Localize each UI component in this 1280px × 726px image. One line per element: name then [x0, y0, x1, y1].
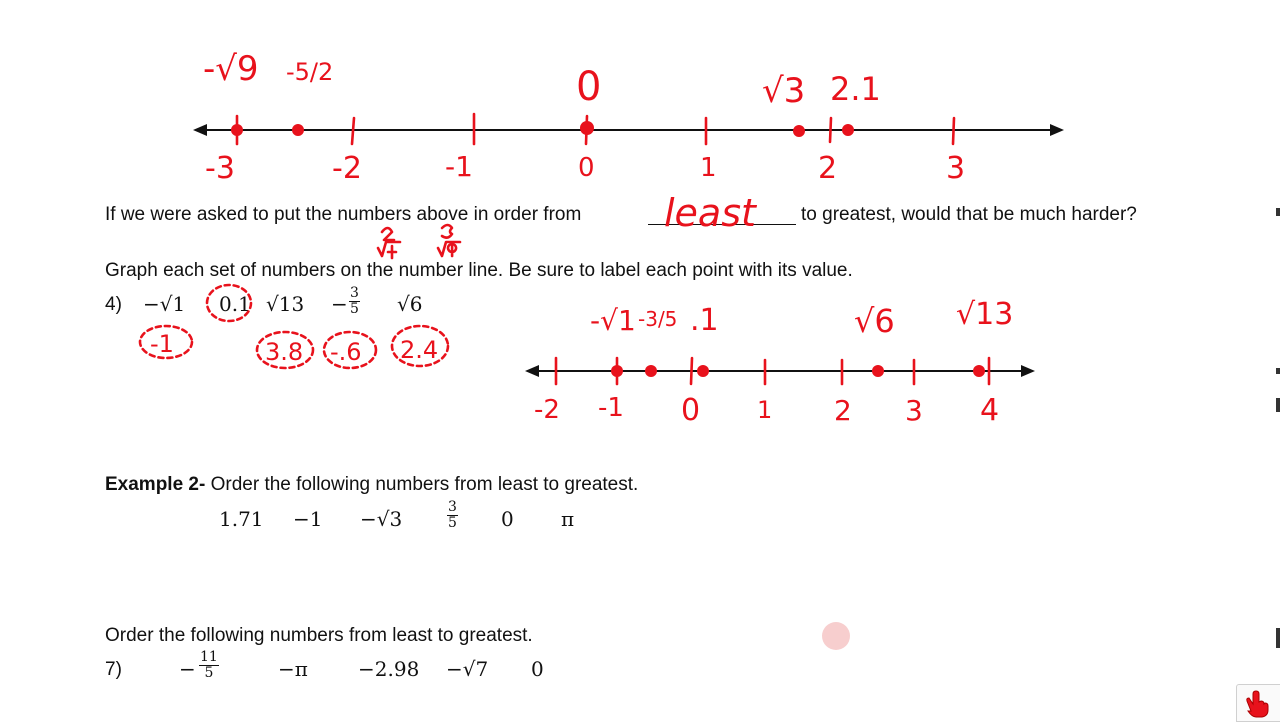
ex2-n6: π — [561, 507, 575, 531]
pointer-highlight — [822, 622, 850, 650]
top-point-label: -√9 — [203, 49, 259, 89]
p4-sqrt6: √6 — [397, 292, 423, 316]
p4-answer: -1 — [150, 330, 174, 358]
number-line-problem4 — [525, 297, 1035, 428]
p7-frac-den: 5 — [204, 665, 214, 681]
edge-mark — [1276, 628, 1280, 648]
hand-icon — [1237, 685, 1280, 721]
edge-mark — [1276, 398, 1280, 412]
right-arrow-icon — [1021, 365, 1035, 377]
example-2-heading: Example 2- — [105, 474, 206, 495]
p4-answer: 2.4 — [400, 336, 439, 364]
top-tick-label: 1 — [700, 153, 717, 183]
p7-n4: −√7 — [446, 657, 489, 681]
p4-handwritten-answers — [140, 285, 448, 368]
p7-n5: 0 — [531, 657, 544, 681]
top-point-label: 0 — [576, 64, 602, 110]
p7-frac-num: 11 — [200, 649, 218, 665]
p4-point-label: √6 — [854, 302, 895, 340]
top-point-label: -5/2 — [286, 58, 334, 86]
ex2-frac-den: 5 — [448, 515, 457, 531]
p4-point-label: -3/5 — [638, 307, 678, 331]
p4-point1: 0.1 — [219, 292, 251, 316]
problem-7-number: 7) — [105, 659, 122, 680]
sqrt-scribbles — [378, 225, 460, 258]
p4-neg-sqrt1: −√1 — [143, 292, 186, 316]
top-tick-label: -2 — [332, 151, 362, 186]
ex2-frac-num: 3 — [448, 499, 457, 515]
top-tick-label: 2 — [818, 151, 838, 186]
top-point-label: 2.1 — [830, 70, 881, 108]
p4-tick-label: 1 — [757, 396, 773, 424]
graph-instruction: Graph each set of numbers on the number line. Be sure to label each point with its value. — [105, 260, 853, 281]
problem-7-instruction: Order the following numbers from least to greatest. — [105, 625, 533, 646]
p4-point-label: √13 — [956, 297, 1014, 332]
ex2-n1: 1.71 — [219, 507, 264, 531]
p4-frac-den: 5 — [350, 301, 359, 317]
p7-neg-sign: − — [179, 657, 196, 681]
p7-n3: −2.98 — [358, 657, 420, 681]
top-tick-label: 0 — [578, 153, 595, 183]
p4-tick-label: 0 — [681, 393, 701, 428]
right-arrow-icon — [1050, 124, 1064, 136]
top-tick-label: -3 — [205, 151, 235, 186]
p4-point-label: .1 — [690, 303, 719, 338]
order-question-start: If we were asked to put the numbers above in order from — [105, 204, 582, 225]
edge-mark — [1276, 208, 1280, 216]
left-arrow-icon — [525, 365, 539, 377]
p4-neg-sign: − — [331, 292, 348, 316]
p4-sqrt13: √13 — [266, 292, 305, 316]
p4-frac-num: 3 — [350, 285, 359, 301]
p4-tick-label: 4 — [980, 393, 1000, 428]
edge-mark — [1276, 368, 1280, 374]
blank-answer-handwriting: least — [664, 191, 756, 235]
top-point-label: √3 — [762, 71, 806, 111]
corner-hand-icon[interactable] — [1236, 684, 1280, 722]
example-2-instruction: Order the following numbers from least to greatest. — [210, 474, 639, 495]
top-tick-label: 3 — [946, 151, 966, 186]
ex2-n2: −1 — [293, 507, 323, 531]
left-arrow-icon — [193, 124, 207, 136]
p4-point-label: -√1 — [590, 304, 636, 337]
problem-4-number: 4) — [105, 294, 122, 315]
top-tick-label: -1 — [445, 150, 473, 183]
p4-answer: 3.8 — [265, 338, 304, 366]
number-line-top — [193, 49, 1064, 186]
ex2-n3: −√3 — [360, 507, 403, 531]
p4-tick-label: 3 — [905, 394, 923, 427]
p4-tick-label: -1 — [598, 393, 624, 423]
p4-answer: -.6 — [330, 338, 362, 366]
ex2-n5: 0 — [501, 507, 514, 531]
p4-tick-label: 2 — [834, 394, 852, 427]
p7-n2: −π — [278, 657, 308, 681]
p4-tick-label: -2 — [534, 395, 560, 425]
order-question-end: to greatest, would that be much harder? — [801, 204, 1137, 225]
